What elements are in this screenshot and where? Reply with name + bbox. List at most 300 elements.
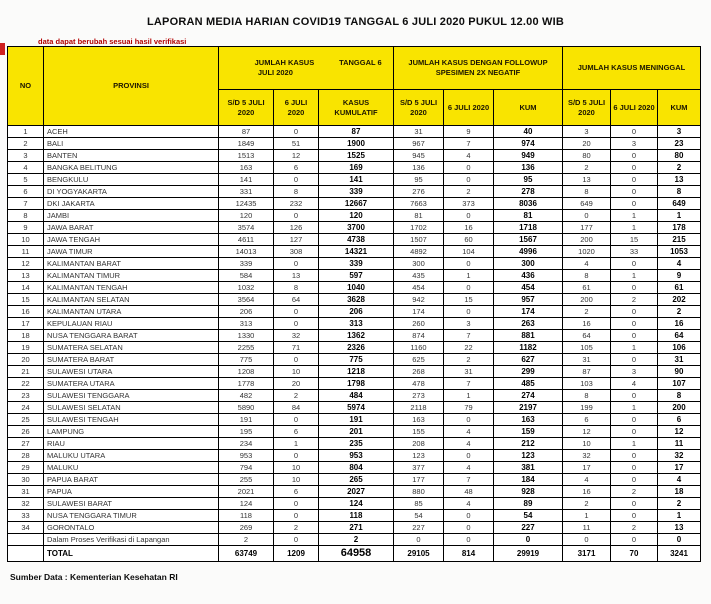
value-cell: 103 <box>563 378 611 390</box>
province-name-cell: ACEH <box>44 126 219 138</box>
province-name-cell: SULAWESI SELATAN <box>44 402 219 414</box>
province-name-cell: MALUKU <box>44 462 219 474</box>
value-cell: 31 <box>444 366 494 378</box>
table-row <box>8 294 701 306</box>
value-cell: 0 <box>444 450 494 462</box>
table-row <box>8 486 701 498</box>
value-cell: 0 <box>611 330 658 342</box>
value-cell: 81 <box>494 210 563 222</box>
sub-header-kasus-6juli: 6 JULI 2020 <box>274 90 319 126</box>
value-cell: 1020 <box>563 246 611 258</box>
table-row <box>8 126 701 138</box>
province-name-cell: GORONTALO <box>44 522 219 534</box>
total-value-cell: 29105 <box>394 546 444 562</box>
value-cell: 967 <box>394 138 444 150</box>
value-cell: 0 <box>611 498 658 510</box>
value-cell: 123 <box>394 450 444 462</box>
value-cell: 0 <box>611 258 658 270</box>
value-cell: 33 <box>611 246 658 258</box>
value-cell: 200 <box>563 294 611 306</box>
value-cell: 0 <box>274 210 319 222</box>
verification-note: data dapat berubah sesuai hasil verifikasi <box>38 37 187 46</box>
sub-header-meninggal-6juli: 6 JULI 2020 <box>611 90 658 126</box>
row-number-cell: 19 <box>8 342 44 354</box>
value-cell: 2118 <box>394 402 444 414</box>
row-number-cell: 2 <box>8 138 44 150</box>
value-cell: 584 <box>219 270 274 282</box>
group-kasus-tanggal-label: TANGGAL 6 <box>339 58 382 68</box>
value-cell: 8 <box>274 282 319 294</box>
value-cell: 2 <box>563 162 611 174</box>
value-cell: 2 <box>274 522 319 534</box>
table-row <box>8 306 701 318</box>
value-cell: 454 <box>494 282 563 294</box>
value-cell: 6 <box>274 426 319 438</box>
value-cell: 51 <box>274 138 319 150</box>
value-cell: 8036 <box>494 198 563 210</box>
value-cell: 7 <box>444 330 494 342</box>
value-cell: 1 <box>563 510 611 522</box>
value-cell: 61 <box>658 282 701 294</box>
value-cell: 274 <box>494 390 563 402</box>
value-cell: 2021 <box>219 486 274 498</box>
value-cell: 1208 <box>219 366 274 378</box>
value-cell: 255 <box>219 474 274 486</box>
value-cell: 6 <box>274 162 319 174</box>
table-row <box>8 510 701 522</box>
value-cell: 299 <box>494 366 563 378</box>
value-cell: 482 <box>219 390 274 402</box>
value-cell: 0 <box>611 414 658 426</box>
value-cell: 3574 <box>219 222 274 234</box>
province-name-cell: JAWA TENGAH <box>44 234 219 246</box>
page-title: LAPORAN MEDIA HARIAN COVID19 TANGGAL 6 JULI 2020 PUKUL 12.00 WIB <box>146 16 565 28</box>
value-cell: 89 <box>494 498 563 510</box>
value-cell: 18 <box>658 486 701 498</box>
province-name-cell: KEPULAUAN RIAU <box>44 318 219 330</box>
value-cell: 1849 <box>219 138 274 150</box>
value-cell: 278 <box>494 186 563 198</box>
row-number-cell: 9 <box>8 222 44 234</box>
table-row <box>8 318 701 330</box>
value-cell: 0 <box>611 306 658 318</box>
value-cell: 373 <box>444 198 494 210</box>
province-name-cell: PAPUA BARAT <box>44 474 219 486</box>
value-cell: 126 <box>274 222 319 234</box>
value-cell: 200 <box>563 234 611 246</box>
province-name-cell: Dalam Proses Verifikasi di Lapangan <box>44 534 219 546</box>
value-cell: 331 <box>219 186 274 198</box>
table-row <box>8 498 701 510</box>
value-cell: 1 <box>611 402 658 414</box>
value-cell: 61 <box>563 282 611 294</box>
value-cell: 1330 <box>219 330 274 342</box>
value-cell: 0 <box>611 162 658 174</box>
value-cell: 85 <box>394 498 444 510</box>
row-number-cell: 30 <box>8 474 44 486</box>
row-number-cell: 5 <box>8 174 44 186</box>
group-kasus-label: JUMLAH KASUS <box>254 58 315 68</box>
value-cell: 40 <box>494 126 563 138</box>
value-cell: 212 <box>494 438 563 450</box>
value-cell: 17 <box>563 462 611 474</box>
value-cell: 124 <box>219 498 274 510</box>
value-cell: 2 <box>563 306 611 318</box>
value-cell: 64 <box>274 294 319 306</box>
province-name-cell: JAWA BARAT <box>44 222 219 234</box>
province-name-cell: SUMATERA UTARA <box>44 378 219 390</box>
value-cell: 11 <box>563 522 611 534</box>
group-header-meninggal: JUMLAH KASUS MENINGGAL <box>563 47 701 90</box>
province-name-cell: SUMATERA BARAT <box>44 354 219 366</box>
row-number-cell: 15 <box>8 294 44 306</box>
value-cell: 454 <box>394 282 444 294</box>
total-label-cell: TOTAL <box>44 546 219 562</box>
covid-report-table <box>7 46 701 562</box>
value-cell: 2 <box>658 162 701 174</box>
value-cell: 0 <box>611 426 658 438</box>
row-number-cell: 17 <box>8 318 44 330</box>
value-cell: 2 <box>611 522 658 534</box>
table-row <box>8 390 701 402</box>
province-name-cell: NUSA TENGGARA TIMUR <box>44 510 219 522</box>
value-cell: 54 <box>494 510 563 522</box>
value-cell: 136 <box>394 162 444 174</box>
value-cell: 597 <box>319 270 394 282</box>
value-cell: 84 <box>274 402 319 414</box>
value-cell: 178 <box>658 222 701 234</box>
value-cell: 377 <box>394 462 444 474</box>
value-cell: 0 <box>611 174 658 186</box>
province-name-cell: RIAU <box>44 438 219 450</box>
value-cell: 2 <box>219 534 274 546</box>
total-row <box>8 546 701 562</box>
value-cell: 10 <box>274 366 319 378</box>
province-name-cell: KALIMANTAN TIMUR <box>44 270 219 282</box>
value-cell: 90 <box>658 366 701 378</box>
value-cell: 3 <box>611 138 658 150</box>
value-cell: 0 <box>611 390 658 402</box>
value-cell: 4738 <box>319 234 394 246</box>
group-kasus-juli-label: JULI 2020 <box>257 68 293 77</box>
value-cell: 0 <box>274 510 319 522</box>
value-cell: 105 <box>563 342 611 354</box>
value-cell: 625 <box>394 354 444 366</box>
value-cell: 12 <box>274 150 319 162</box>
value-cell: 9 <box>444 126 494 138</box>
value-cell: 22 <box>444 342 494 354</box>
province-name-cell: BANGKA BELITUNG <box>44 162 219 174</box>
value-cell: 202 <box>658 294 701 306</box>
value-cell: 928 <box>494 486 563 498</box>
value-cell: 436 <box>494 270 563 282</box>
value-cell: 208 <box>394 438 444 450</box>
value-cell: 107 <box>658 378 701 390</box>
value-cell: 81 <box>394 210 444 222</box>
value-cell: 4996 <box>494 246 563 258</box>
value-cell: 1 <box>444 390 494 402</box>
value-cell: 0 <box>658 534 701 546</box>
value-cell: 485 <box>494 378 563 390</box>
value-cell: 881 <box>494 330 563 342</box>
province-name-cell: NUSA TENGGARA BARAT <box>44 330 219 342</box>
value-cell: 2255 <box>219 342 274 354</box>
value-cell: 4892 <box>394 246 444 258</box>
value-cell: 2 <box>658 498 701 510</box>
value-cell: 4 <box>444 462 494 474</box>
row-number-cell: 16 <box>8 306 44 318</box>
value-cell: 0 <box>611 354 658 366</box>
value-cell: 435 <box>394 270 444 282</box>
value-cell: 1778 <box>219 378 274 390</box>
row-number-cell: 18 <box>8 330 44 342</box>
value-cell: 1182 <box>494 342 563 354</box>
value-cell: 184 <box>494 474 563 486</box>
value-cell: 1702 <box>394 222 444 234</box>
value-cell: 127 <box>274 234 319 246</box>
value-cell: 1 <box>611 438 658 450</box>
value-cell: 3628 <box>319 294 394 306</box>
value-cell: 141 <box>219 174 274 186</box>
value-cell: 974 <box>494 138 563 150</box>
row-number-cell: 3 <box>8 150 44 162</box>
source-note: Sumber Data : Kementerian Kesehatan RI <box>10 572 178 582</box>
province-name-cell: BALI <box>44 138 219 150</box>
total-value-cell: 3171 <box>563 546 611 562</box>
row-number-cell: 12 <box>8 258 44 270</box>
sub-header-followup-kum: KUM <box>494 90 563 126</box>
total-value-cell: 29919 <box>494 546 563 562</box>
value-cell: 118 <box>319 510 394 522</box>
value-cell: 1 <box>444 270 494 282</box>
value-cell: 0 <box>611 282 658 294</box>
table-row <box>8 150 701 162</box>
value-cell: 31 <box>563 354 611 366</box>
value-cell: 0 <box>274 126 319 138</box>
value-cell: 1160 <box>394 342 444 354</box>
row-number-cell: 14 <box>8 282 44 294</box>
value-cell: 7 <box>444 378 494 390</box>
value-cell: 141 <box>319 174 394 186</box>
value-cell: 23 <box>658 138 701 150</box>
row-number-cell <box>8 534 44 546</box>
value-cell: 953 <box>319 450 394 462</box>
value-cell: 163 <box>394 414 444 426</box>
table-row <box>8 330 701 342</box>
value-cell: 0 <box>444 174 494 186</box>
value-cell: 12667 <box>319 198 394 210</box>
value-cell: 169 <box>319 162 394 174</box>
row-number-cell: 11 <box>8 246 44 258</box>
value-cell: 0 <box>274 306 319 318</box>
row-number-cell: 8 <box>8 210 44 222</box>
value-cell: 0 <box>444 282 494 294</box>
value-cell: 10 <box>274 474 319 486</box>
value-cell: 16 <box>563 318 611 330</box>
value-cell: 80 <box>563 150 611 162</box>
value-cell: 0 <box>444 510 494 522</box>
value-cell: 2 <box>444 186 494 198</box>
value-cell: 118 <box>219 510 274 522</box>
value-cell: 0 <box>611 126 658 138</box>
value-cell: 14321 <box>319 246 394 258</box>
value-cell: 300 <box>394 258 444 270</box>
row-number-cell: 26 <box>8 426 44 438</box>
value-cell: 227 <box>394 522 444 534</box>
value-cell: 0 <box>444 522 494 534</box>
value-cell: 260 <box>394 318 444 330</box>
total-value-cell: 70 <box>611 546 658 562</box>
group-header-followup: JUMLAH KASUS DENGAN FOLLOWUP SPESIMEN 2X NEGATIF <box>394 47 563 90</box>
row-number-cell: 21 <box>8 366 44 378</box>
value-cell: 0 <box>274 318 319 330</box>
value-cell: 0 <box>444 258 494 270</box>
value-cell: 13 <box>274 270 319 282</box>
value-cell: 953 <box>219 450 274 462</box>
value-cell: 0 <box>274 174 319 186</box>
value-cell: 6 <box>274 486 319 498</box>
value-cell: 12 <box>563 426 611 438</box>
table-row <box>8 174 701 186</box>
value-cell: 16 <box>658 318 701 330</box>
value-cell: 232 <box>274 198 319 210</box>
red-margin-mark <box>0 43 5 55</box>
value-cell: 942 <box>394 294 444 306</box>
value-cell: 71 <box>274 342 319 354</box>
value-cell: 32 <box>563 450 611 462</box>
value-cell: 775 <box>219 354 274 366</box>
value-cell: 0 <box>394 534 444 546</box>
value-cell: 7 <box>444 138 494 150</box>
value-cell: 949 <box>494 150 563 162</box>
value-cell: 5974 <box>319 402 394 414</box>
value-cell: 945 <box>394 150 444 162</box>
table-row <box>8 138 701 150</box>
value-cell: 87 <box>319 126 394 138</box>
table-row <box>8 378 701 390</box>
table-row <box>8 258 701 270</box>
table-row <box>8 234 701 246</box>
row-number-cell: 31 <box>8 486 44 498</box>
province-name-cell: KALIMANTAN SELATAN <box>44 294 219 306</box>
row-number-cell: 23 <box>8 390 44 402</box>
value-cell: 3564 <box>219 294 274 306</box>
row-number-cell: 1 <box>8 126 44 138</box>
province-name-cell: JAWA TIMUR <box>44 246 219 258</box>
value-cell: 0 <box>274 414 319 426</box>
value-cell: 155 <box>394 426 444 438</box>
value-cell: 4 <box>444 498 494 510</box>
value-cell: 15 <box>444 294 494 306</box>
col-header-no: NO <box>8 47 44 126</box>
value-cell: 31 <box>394 126 444 138</box>
value-cell: 0 <box>274 450 319 462</box>
value-cell: 5890 <box>219 402 274 414</box>
value-cell: 13 <box>658 522 701 534</box>
value-cell: 0 <box>494 534 563 546</box>
value-cell: 1032 <box>219 282 274 294</box>
value-cell: 87 <box>563 366 611 378</box>
value-cell: 200 <box>658 402 701 414</box>
value-cell: 32 <box>274 330 319 342</box>
row-number-cell: 24 <box>8 402 44 414</box>
value-cell: 4 <box>658 258 701 270</box>
province-name-cell: KALIMANTAN TENGAH <box>44 282 219 294</box>
total-value-cell: 63749 <box>219 546 274 562</box>
value-cell: 104 <box>444 246 494 258</box>
value-cell: 8 <box>563 390 611 402</box>
table-row <box>8 270 701 282</box>
value-cell: 649 <box>658 198 701 210</box>
table-row <box>8 162 701 174</box>
row-number-cell: 10 <box>8 234 44 246</box>
value-cell: 1718 <box>494 222 563 234</box>
row-number-cell: 33 <box>8 510 44 522</box>
province-name-cell: BENGKULU <box>44 174 219 186</box>
value-cell: 0 <box>274 354 319 366</box>
value-cell: 0 <box>444 162 494 174</box>
value-cell: 60 <box>444 234 494 246</box>
value-cell: 0 <box>563 534 611 546</box>
value-cell: 31 <box>658 354 701 366</box>
value-cell: 1053 <box>658 246 701 258</box>
value-cell: 2 <box>319 534 394 546</box>
value-cell: 874 <box>394 330 444 342</box>
province-name-cell: SULAWESI UTARA <box>44 366 219 378</box>
province-name-cell: KALIMANTAN BARAT <box>44 258 219 270</box>
value-cell: 1567 <box>494 234 563 246</box>
value-cell: 1 <box>611 342 658 354</box>
value-cell: 1798 <box>319 378 394 390</box>
province-name-cell: DI YOGYAKARTA <box>44 186 219 198</box>
province-name-cell: BANTEN <box>44 150 219 162</box>
value-cell: 7 <box>444 474 494 486</box>
sub-header-kasus-sd5: S/D 5 JULI 2020 <box>219 90 274 126</box>
value-cell: 20 <box>274 378 319 390</box>
sub-header-followup-6juli: 6 JULI 2020 <box>444 90 494 126</box>
value-cell: 0 <box>444 210 494 222</box>
value-cell: 484 <box>319 390 394 402</box>
value-cell: 215 <box>658 234 701 246</box>
value-cell: 14013 <box>219 246 274 258</box>
value-cell: 227 <box>494 522 563 534</box>
value-cell: 276 <box>394 186 444 198</box>
value-cell: 0 <box>611 318 658 330</box>
province-name-cell: DKI JAKARTA <box>44 198 219 210</box>
row-number-cell: 32 <box>8 498 44 510</box>
total-value-cell: 1209 <box>274 546 319 562</box>
value-cell: 1513 <box>219 150 274 162</box>
value-cell: 627 <box>494 354 563 366</box>
province-name-cell: LAMPUNG <box>44 426 219 438</box>
table-row <box>8 438 701 450</box>
value-cell: 2 <box>444 354 494 366</box>
table-row <box>8 522 701 534</box>
value-cell: 8 <box>658 390 701 402</box>
value-cell: 1218 <box>319 366 394 378</box>
value-cell: 10 <box>274 462 319 474</box>
value-cell: 308 <box>274 246 319 258</box>
value-cell: 13 <box>563 174 611 186</box>
value-cell: 4 <box>563 258 611 270</box>
value-cell: 313 <box>219 318 274 330</box>
value-cell: 1 <box>611 270 658 282</box>
value-cell: 0 <box>274 258 319 270</box>
value-cell: 106 <box>658 342 701 354</box>
value-cell: 201 <box>319 426 394 438</box>
value-cell: 0 <box>563 210 611 222</box>
value-cell: 48 <box>444 486 494 498</box>
